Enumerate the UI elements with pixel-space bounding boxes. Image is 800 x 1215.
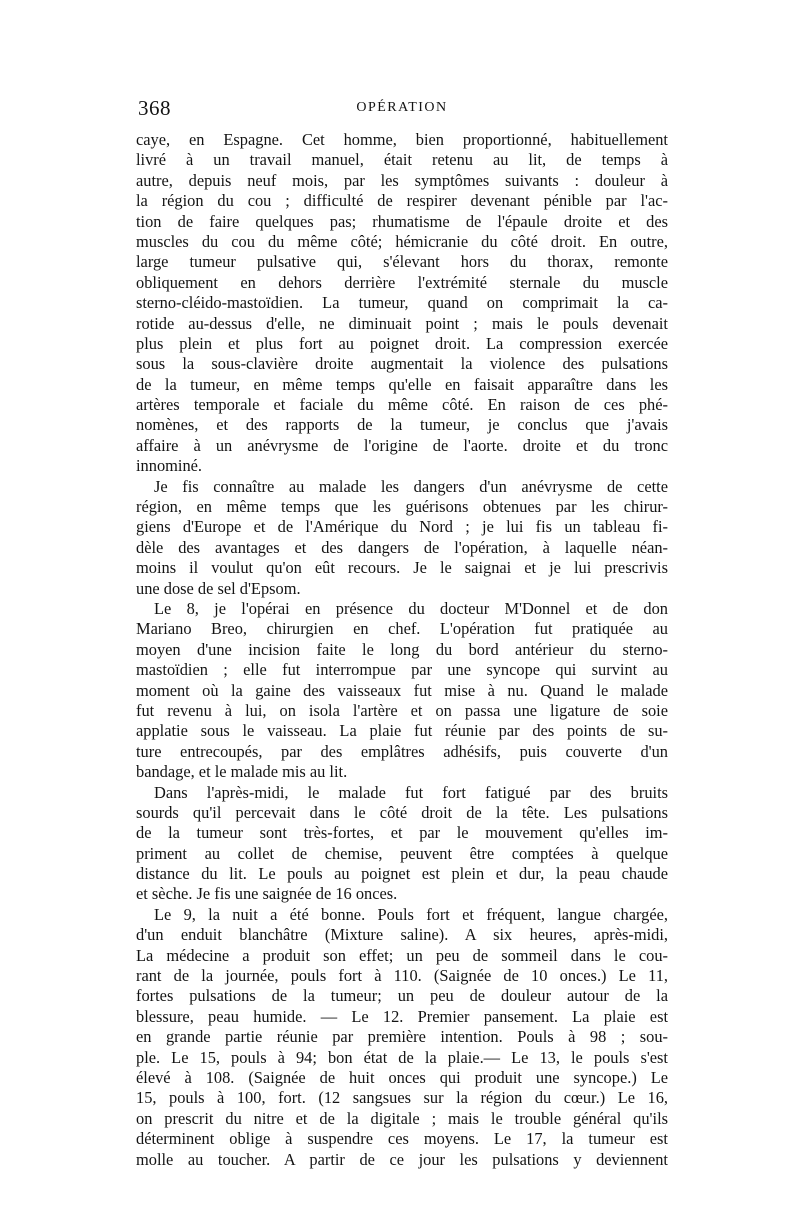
text-line: région, en même temps que les guérisons obtenues par les chirur-	[136, 497, 668, 517]
body-text	[136, 130, 668, 1170]
text-line: déterminent oblige à suspendre ces moyens. Le 17, la tumeur est	[136, 1129, 668, 1149]
text-line: nomènes, et des rapports de la tumeur, je conclus que j'avais	[136, 415, 668, 435]
text-line: affaire à un anévrysme de l'origine de l'aorte. droite et du tronc	[136, 435, 668, 455]
text-line: caye, en Espagne. Cet homme, bien proportionné, habituellement	[136, 130, 668, 149]
text-line: Le 9, la nuit a été bonne. Pouls fort et fréquent, langue chargée,	[154, 904, 668, 924]
text-line: de la tumeur, en même temps qu'elle en faisait apparaître dans les	[136, 374, 668, 394]
text-line: innominé.	[136, 456, 203, 476]
text-line: sous la sous-clavière droite augmentait la violence des pulsations	[136, 354, 668, 374]
text-line: bandage, et le malade mis au lit.	[136, 762, 348, 782]
text-line: ture entrecoupés, par des emplâtres adhésifs, puis couverte d'un	[136, 741, 668, 761]
text-line: la région du cou ; difficulté de respirer devenant pénible par l'ac-	[136, 191, 668, 211]
page-number: 368	[138, 96, 171, 120]
text-line: mastoïdien ; elle fut interrompue par une syncope qui survint au	[136, 660, 668, 680]
text-line: La médecine a produit son effet; un peu de sommeil dans le cou-	[136, 945, 668, 965]
text-line: moment où la gaine des vaisseaux fut mise à nu. Quand le malade	[136, 680, 668, 700]
text-line: giens d'Europe et de l'Amérique du Nord ; je lui fis un tableau fi-	[136, 517, 668, 537]
text-line: de la tumeur sont très-fortes, et par le mouvement qu'elles im-	[136, 823, 668, 843]
text-line: 15, pouls à 100, fort. (12 sangsues sur la région du cœur.) Le 16,	[136, 1088, 668, 1108]
text-line: rant de la journée, pouls fort à 110. (Saignée de 10 onces.) Le 11,	[136, 966, 668, 986]
text-line: une dose de sel d'Epsom.	[136, 578, 301, 598]
text-line: large tumeur pulsative qui, s'élevant hors du thorax, remonte	[136, 252, 668, 272]
text-line: Mariano Breo, chirurgien en chef. L'opération fut pratiquée au	[136, 619, 668, 639]
book-page	[136, 96, 668, 1170]
text-line: applatie sous le vaisseau. La plaie fut réunie par des points de su-	[136, 721, 668, 741]
text-line: moyen d'une incision faite le long du bord antérieur du sterno-	[136, 639, 668, 659]
text-line: muscles du cou du même côté; hémicranie du côté droit. En outre,	[136, 231, 668, 251]
text-line: tion de faire quelques pas; rhumatisme de l'épaule droite et des	[136, 211, 668, 231]
running-title: OPÉRATION	[356, 100, 448, 115]
text-line: priment au collet de chemise, peuvent être comptées à quelque	[136, 843, 668, 863]
text-line: fut revenu à lui, on isola l'artère et on passa une ligature de soie	[136, 700, 668, 720]
text-line: ple. Le 15, pouls à 94; bon état de la plaie.— Le 13, le pouls s'est	[136, 1047, 668, 1067]
text-line: sourds qu'il percevait dans le côté droit de la tête. Les pulsations	[136, 802, 668, 822]
text-line: élevé à 108. (Saignée de huit onces qui produit une syncope.) Le	[136, 1067, 668, 1087]
text-line: d'un enduit blanchâtre (Mixture saline). A six heures, après-midi,	[136, 925, 668, 945]
text-line: fortes pulsations de la tumeur; un peu de douleur autour de la	[136, 986, 668, 1006]
text-line: et sèche. Je fis une saignée de 16 onces.	[136, 884, 398, 904]
text-line: rotide au-dessus d'elle, ne diminuait point ; mais le pouls devenait	[136, 313, 668, 333]
text-line: Dans l'après-midi, le malade fut fort fatigué par des bruits	[154, 782, 668, 802]
text-line: sterno-cléido-mastoïdien. La tumeur, quand on comprimait la ca-	[136, 293, 668, 313]
text-line: autre, depuis neuf mois, par les symptômes suivants : douleur à	[136, 170, 668, 190]
text-line: obliquement en dehors derrière l'extrémité sternale du muscle	[136, 272, 668, 292]
text-line: livré à un travail manuel, était retenu au lit, de temps à	[136, 150, 668, 170]
text-line: Le 8, je l'opérai en présence du docteur M'Donnel et de don	[154, 598, 668, 618]
text-line: artères temporale et faciale du même côté. En raison de ces phé-	[136, 395, 668, 415]
text-line: distance du lit. Le pouls au poignet est plein et dur, la peau chaude	[136, 864, 668, 884]
text-line: molle au toucher. A partir de ce jour les pulsations y deviennent	[136, 1149, 668, 1169]
text-line: moins il voulut qu'on eût recours. Je le saignai et je lui prescrivis	[136, 558, 668, 578]
page-header	[136, 96, 668, 126]
text-line: Je fis connaître au malade les dangers d'un anévrysme de cette	[154, 476, 668, 496]
text-line: en grande partie réunie par première intention. Pouls à 98 ; sou-	[136, 1027, 668, 1047]
text-line: on prescrit du nitre et de la digitale ; mais le trouble général qu'ils	[136, 1108, 668, 1128]
text-line: plus plein et plus fort au poignet droit. La compression exercée	[136, 333, 668, 353]
text-line: dèle des avantages et des dangers de l'opération, à laquelle néan-	[136, 537, 668, 557]
text-line: blessure, peau humide. — Le 12. Premier pansement. La plaie est	[136, 1006, 668, 1026]
